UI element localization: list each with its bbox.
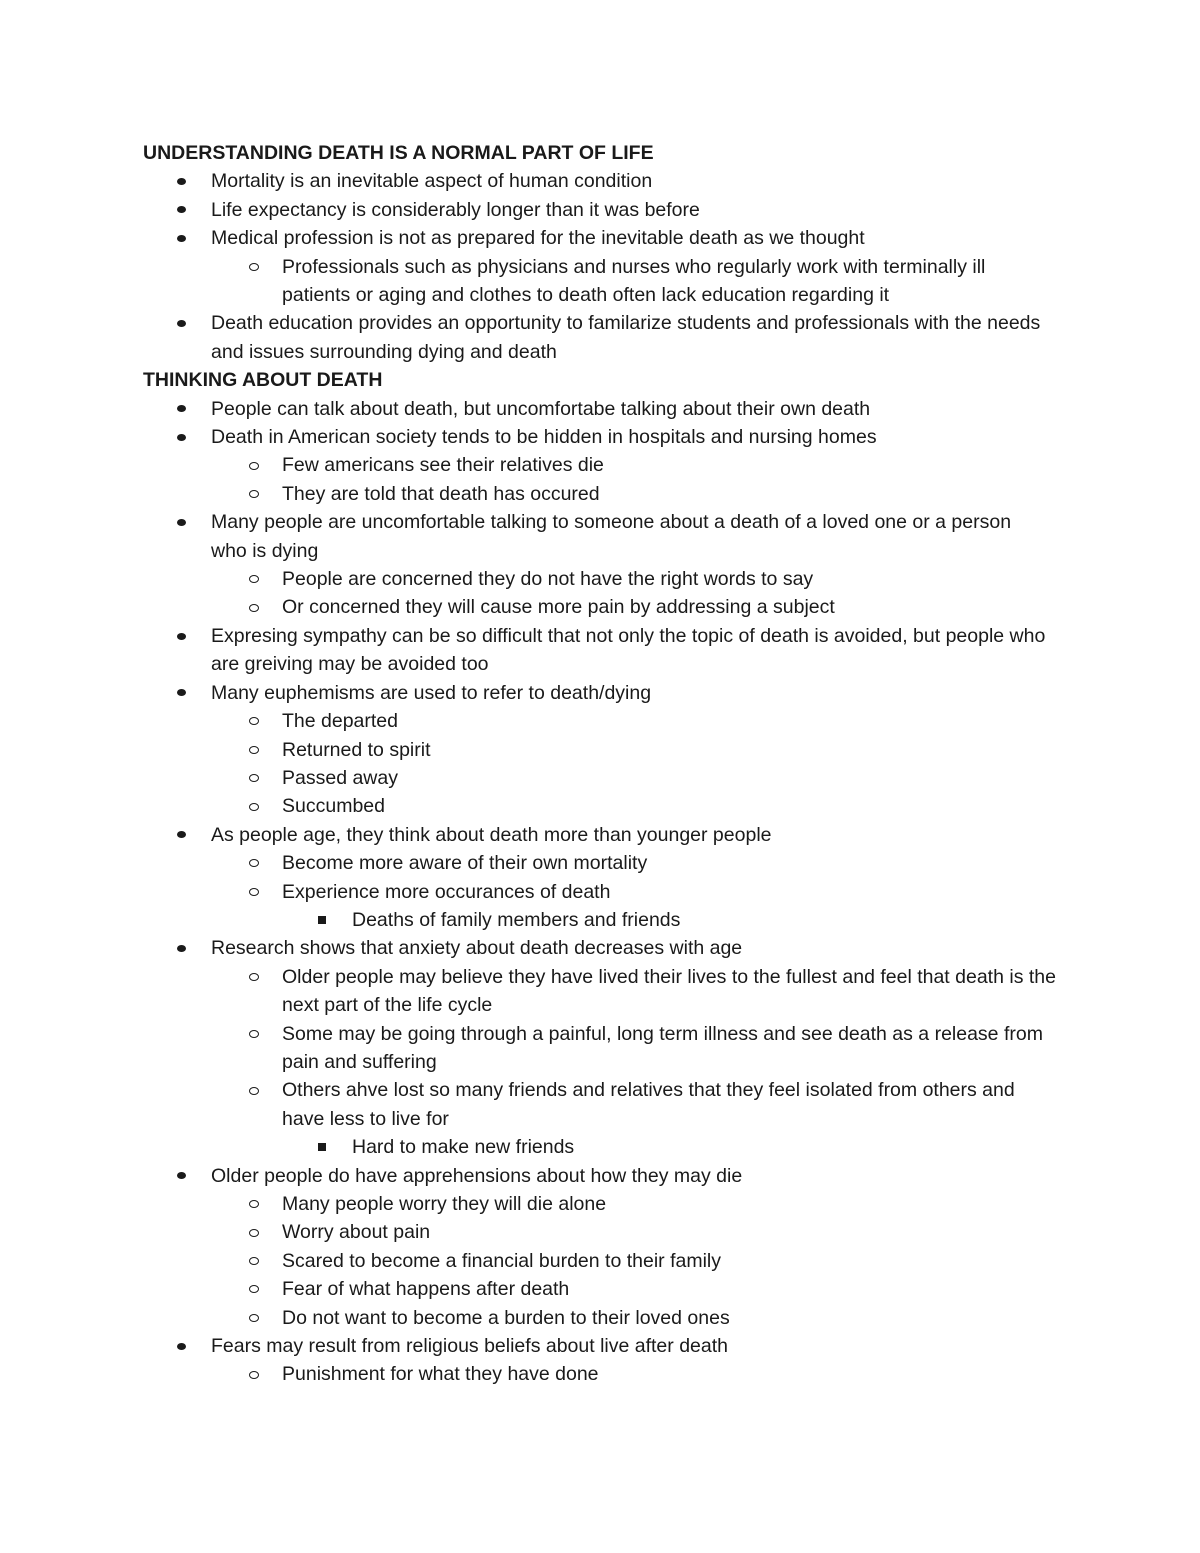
list-item: [211, 679, 1051, 707]
hollow-bullet-icon: [244, 736, 264, 764]
bullet-mark: [177, 206, 186, 213]
hollow-bullet-icon: [244, 878, 264, 906]
list-item: [282, 565, 1057, 593]
hollow-bullet-icon: [244, 764, 264, 792]
list-item-text: Become more aware of their own mortality: [282, 852, 648, 875]
list-item: [282, 1247, 1057, 1275]
list-item-text: Research shows that anxiety about death decreases with age: [211, 937, 743, 960]
list-item: [211, 224, 1051, 252]
filled-bullet-icon: [171, 395, 191, 423]
filled-bullet-icon: [171, 821, 191, 849]
filled-bullet-icon: [171, 679, 191, 707]
list-item-text: Older people may believe they have lived their lives to the fullest and feel that death is the next part of the life cycle: [282, 965, 1056, 1017]
document-page: [0, 139, 1200, 1389]
hollow-bullet-icon: [244, 1247, 264, 1275]
hollow-bullet-icon: [244, 849, 264, 877]
hollow-bullet-icon: [244, 707, 264, 735]
list-item: [211, 508, 1051, 565]
list-item: [211, 1332, 1051, 1360]
bullet-mark: [177, 235, 186, 242]
bullet-mark: [249, 575, 259, 583]
list-item: [282, 1360, 1057, 1388]
list-item-text: Returned to spirit: [282, 738, 431, 761]
list-item-text: Death in American society tends to be hidden in hospitals and nursing homes: [211, 426, 877, 449]
bullet-mark: [249, 746, 259, 754]
list-item-text: Some may be going through a painful, long term illness and see death as a release from pain and suffering: [282, 1022, 1043, 1073]
square-bullet-icon: [312, 1133, 332, 1161]
hollow-bullet-icon: [244, 963, 264, 991]
list-item: [282, 736, 1057, 764]
list-item: [282, 451, 1057, 479]
list-item-text: Older people do have apprehensions about how they may die: [211, 1164, 743, 1187]
filled-bullet-icon: [171, 508, 191, 536]
list-item-text: Few americans see their relatives die: [282, 454, 604, 477]
list-item-text: Or concerned they will cause more pain by addressing a subject: [282, 596, 835, 619]
bullet-mark: [249, 462, 259, 470]
bullet-mark: [249, 774, 259, 782]
bullet-mark: [249, 888, 259, 896]
list-item-text: People can talk about death, but uncomfortabe talking about their own death: [211, 397, 871, 420]
list-item: [282, 480, 1057, 508]
list-item-text: Others ahve lost so many friends and relatives that they feel isolated from others and have less to live for: [282, 1079, 1015, 1130]
hollow-bullet-icon: [244, 1020, 264, 1048]
filled-bullet-icon: [171, 224, 191, 252]
list-item-text: Death education provides an opportunity to familarize students and professionals with the needs and issues surrounding dying and death: [211, 312, 1041, 363]
list-item-text: Many people worry they will die alone: [282, 1193, 607, 1215]
bullet-mark: [249, 604, 259, 612]
list-item: [282, 1218, 1057, 1246]
filled-bullet-icon: [171, 934, 191, 962]
hollow-bullet-icon: [244, 253, 264, 281]
filled-bullet-icon: [171, 1332, 191, 1360]
bullet-mark: [177, 434, 186, 441]
bullet-mark: [249, 1257, 259, 1265]
bullet-mark: [249, 1030, 259, 1038]
list-item-text: Passed away: [282, 766, 398, 789]
bullet-mark: [249, 1229, 259, 1237]
filled-bullet-icon: [171, 1162, 191, 1190]
hollow-bullet-icon: [244, 1275, 264, 1303]
bullet-mark: [249, 1285, 259, 1293]
bullet-mark: [249, 803, 259, 811]
list-item: [352, 1133, 1052, 1161]
section-thinking-about-death: [0, 366, 1200, 1389]
list-item-text: Do not want to become a burden to their loved ones: [282, 1306, 730, 1329]
list-item: [211, 622, 1051, 679]
list-item: [211, 1162, 1051, 1190]
list-item: [282, 593, 1057, 621]
list-item: [352, 906, 1052, 934]
list-item-text: Many people are uncomfortable talking to someone about a death of a loved one or a person who is dying: [211, 511, 1012, 562]
list-item: [282, 849, 1057, 877]
bullet-mark: [177, 320, 186, 327]
hollow-bullet-icon: [244, 1304, 264, 1332]
list-item: [282, 1190, 1057, 1218]
list-item: [282, 878, 1057, 906]
list-item-text: Succumbed: [282, 795, 385, 818]
bullet-mark: [249, 1371, 259, 1379]
list-item-text: Many euphemisms are used to refer to death/dying: [211, 681, 652, 704]
bullet-mark: [249, 1314, 259, 1322]
list-item-text: Expresing sympathy can be so difficult that not only the topic of death is avoided, but people who are greiving may be avoided too: [211, 624, 1046, 676]
list-item-text: As people age, they think about death more than younger people: [211, 823, 772, 846]
bullet-mark: [318, 1143, 326, 1151]
list-item: [282, 1304, 1057, 1332]
list-item: [282, 1275, 1057, 1303]
hollow-bullet-icon: [244, 451, 264, 479]
list-item: [282, 963, 1057, 1020]
list-item-text: They are told that death has occured: [282, 482, 600, 505]
list-item: [211, 934, 1051, 962]
list-item-text: Experience more occurances of death: [282, 880, 611, 903]
list-item-text: Hard to make new friends: [352, 1136, 575, 1159]
bullet-list: [0, 395, 1200, 1389]
section-heading: UNDERSTANDING DEATH IS A NORMAL PART OF LIFE: [143, 142, 654, 164]
list-item: [282, 1020, 1057, 1077]
list-item: [211, 196, 1051, 224]
bullet-mark: [249, 717, 259, 725]
list-item: [282, 253, 1057, 310]
bullet-mark: [177, 178, 186, 185]
bullet-mark: [249, 859, 259, 867]
filled-bullet-icon: [171, 622, 191, 650]
bullet-mark: [177, 519, 186, 526]
hollow-bullet-icon: [244, 1360, 264, 1388]
list-item: [282, 764, 1057, 792]
list-item: [282, 707, 1057, 735]
list-item-text: Fears may result from religious beliefs about live after death: [211, 1335, 728, 1358]
list-item: [211, 423, 1051, 451]
hollow-bullet-icon: [244, 565, 264, 593]
section-understanding-death: [0, 139, 1200, 366]
list-item-text: The departed: [282, 710, 399, 733]
hollow-bullet-icon: [244, 1190, 264, 1218]
list-item: [211, 309, 1051, 366]
bullet-mark: [177, 689, 186, 696]
hollow-bullet-icon: [244, 1076, 264, 1104]
section-heading: THINKING ABOUT DEATH: [143, 369, 383, 392]
bullet-mark: [177, 831, 186, 838]
hollow-bullet-icon: [244, 1218, 264, 1246]
bullet-mark: [177, 633, 186, 640]
list-item: [282, 792, 1057, 820]
list-item-text: Fear of what happens after death: [282, 1278, 570, 1301]
list-item-text: Punishment for what they have done: [282, 1363, 599, 1386]
bullet-mark: [177, 405, 186, 412]
bullet-mark: [318, 916, 326, 924]
list-item-text: Worry about pain: [282, 1221, 431, 1244]
list-item-text: Professionals such as physicians and nurses who regularly work with terminally ill patients or aging and clothes to death often lack education regarding it: [282, 255, 986, 307]
hollow-bullet-icon: [244, 593, 264, 621]
filled-bullet-icon: [171, 196, 191, 224]
list-item: [211, 167, 1051, 195]
filled-bullet-icon: [171, 167, 191, 195]
list-item-text: Medical profession is not as prepared for the inevitable death as we thought: [211, 227, 865, 250]
list-item-text: Scared to become a financial burden to their family: [282, 1249, 721, 1272]
list-item-text: Deaths of family members and friends: [352, 908, 681, 931]
bullet-mark: [177, 1172, 186, 1179]
list-item-text: Life expectancy is considerably longer than it was before: [211, 198, 700, 221]
bullet-mark: [177, 945, 186, 952]
bullet-mark: [249, 973, 259, 981]
list-item: [211, 395, 1051, 423]
filled-bullet-icon: [171, 309, 191, 337]
square-bullet-icon: [312, 906, 332, 934]
bullet-mark: [249, 263, 259, 271]
hollow-bullet-icon: [244, 792, 264, 820]
bullet-list: [0, 167, 1200, 366]
filled-bullet-icon: [171, 423, 191, 451]
hollow-bullet-icon: [244, 480, 264, 508]
bullet-mark: [249, 490, 259, 498]
list-item: [282, 1076, 1057, 1133]
list-item-text: People are concerned they do not have the right words to say: [282, 568, 814, 591]
bullet-mark: [177, 1343, 186, 1350]
list-item-text: Mortality is an inevitable aspect of human condition: [211, 170, 653, 193]
bullet-mark: [249, 1087, 259, 1095]
bullet-mark: [249, 1200, 259, 1208]
list-item: [211, 821, 1051, 849]
